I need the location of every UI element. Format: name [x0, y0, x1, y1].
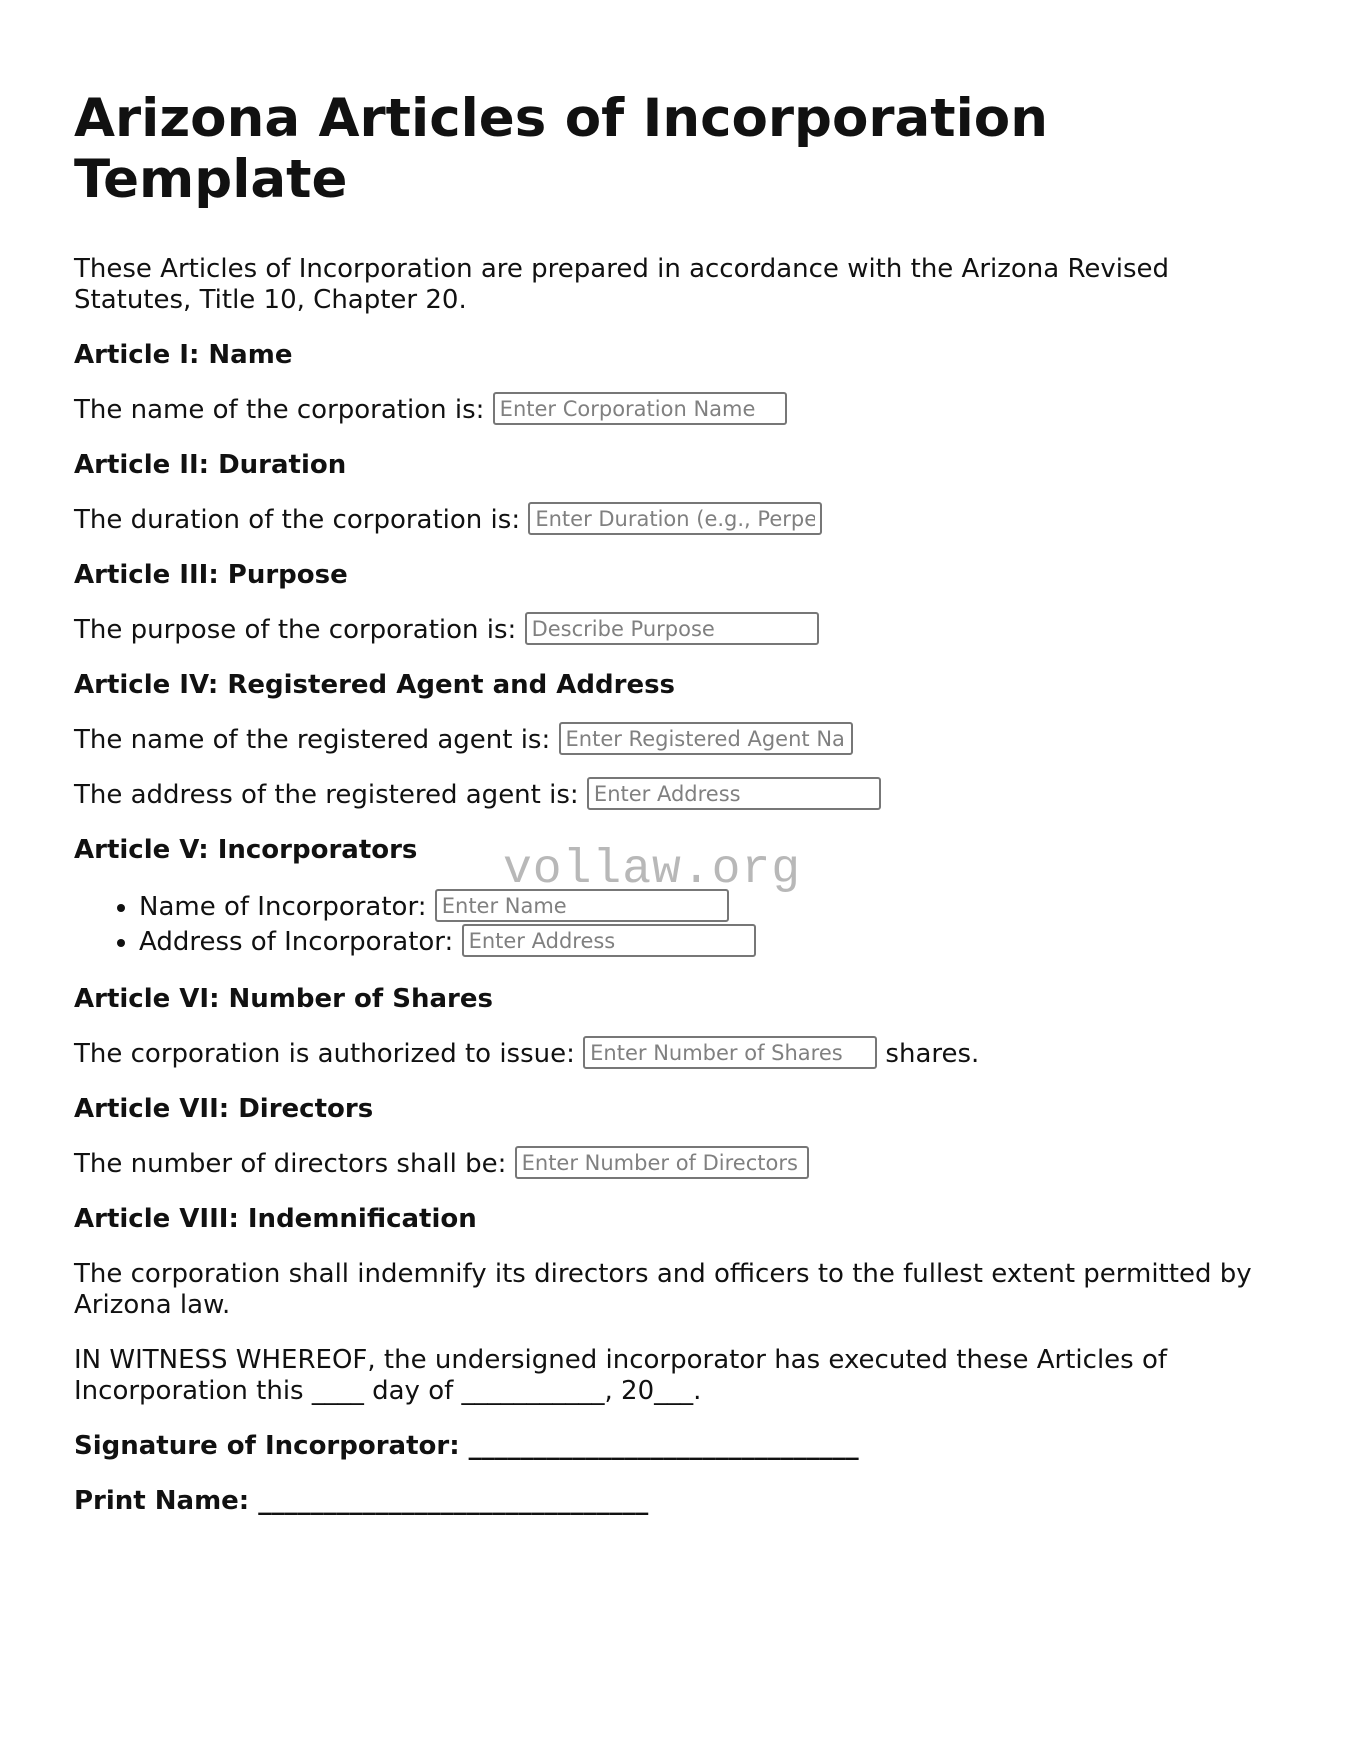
signature-line: Signature of Incorporator: ______________________________	[74, 1431, 859, 1461]
corporation-name-input[interactable]	[493, 392, 787, 425]
article-1-label: The name of the corporation is:	[74, 395, 485, 425]
article-7-row	[74, 1149, 1284, 1180]
article-2-label: The duration of the corporation is:	[74, 505, 521, 535]
incorporator-name-label: Name of Incorporator:	[139, 892, 427, 922]
article-2-heading: Article II: Duration	[74, 450, 347, 480]
witness-text: IN WITNESS WHEREOF, the undersigned incorporator has executed these Articles of Incorporation this ____ day of ___________, 20___.	[74, 1345, 1168, 1406]
article-4-address-row	[74, 780, 1284, 811]
print-name-line: Print Name: ______________________________	[74, 1486, 649, 1516]
article-3-label: The purpose of the corporation is:	[74, 615, 517, 645]
incorporator-name-input[interactable]	[435, 889, 729, 922]
watermark: vollaw.org	[503, 843, 802, 897]
registered-agent-label: The name of the registered agent is:	[74, 725, 551, 755]
incorporators-list	[74, 890, 1284, 960]
article-1-heading: Article I: Name	[74, 340, 293, 370]
intro-text: These Articles of Incorporation are prepared in accordance with the Arizona Revised Statutes, Title 10, Chapter 20.	[74, 254, 1170, 315]
document-page	[74, 88, 1284, 1541]
page-title: Arizona Articles of Incorporation Template	[74, 88, 1048, 210]
registered-agent-input[interactable]	[559, 722, 853, 755]
directors-label: The number of directors shall be:	[74, 1149, 507, 1179]
article-4-heading: Article IV: Registered Agent and Address	[74, 670, 676, 700]
shares-label: The corporation is authorized to issue:	[74, 1039, 575, 1069]
shares-suffix: shares.	[885, 1039, 980, 1069]
purpose-input[interactable]	[525, 612, 819, 645]
number-of-shares-input[interactable]	[583, 1036, 877, 1069]
article-1-row	[74, 395, 1284, 426]
article-4-agent-row	[74, 725, 1284, 756]
article-6-row	[74, 1039, 1284, 1070]
registered-agent-address-input[interactable]	[587, 777, 881, 810]
duration-input[interactable]	[528, 502, 822, 535]
incorporator-address-label: Address of Incorporator:	[139, 927, 454, 957]
article-7-heading: Article VII: Directors	[74, 1094, 374, 1124]
article-2-row	[74, 505, 1284, 536]
article-5-heading: Article V: Incorporators	[74, 835, 418, 865]
list-item	[139, 890, 1284, 925]
registered-agent-address-label: The address of the registered agent is:	[74, 780, 579, 810]
article-6-heading: Article VI: Number of Shares	[74, 984, 493, 1014]
article-3-heading: Article III: Purpose	[74, 560, 348, 590]
incorporator-address-input[interactable]	[462, 924, 756, 957]
list-item	[139, 925, 1284, 960]
article-3-row	[74, 615, 1284, 646]
indemnification-text: The corporation shall indemnify its directors and officers to the fullest extent permitted by Arizona law.	[74, 1259, 1252, 1320]
article-8-heading: Article VIII: Indemnification	[74, 1204, 477, 1234]
number-of-directors-input[interactable]	[515, 1146, 809, 1179]
